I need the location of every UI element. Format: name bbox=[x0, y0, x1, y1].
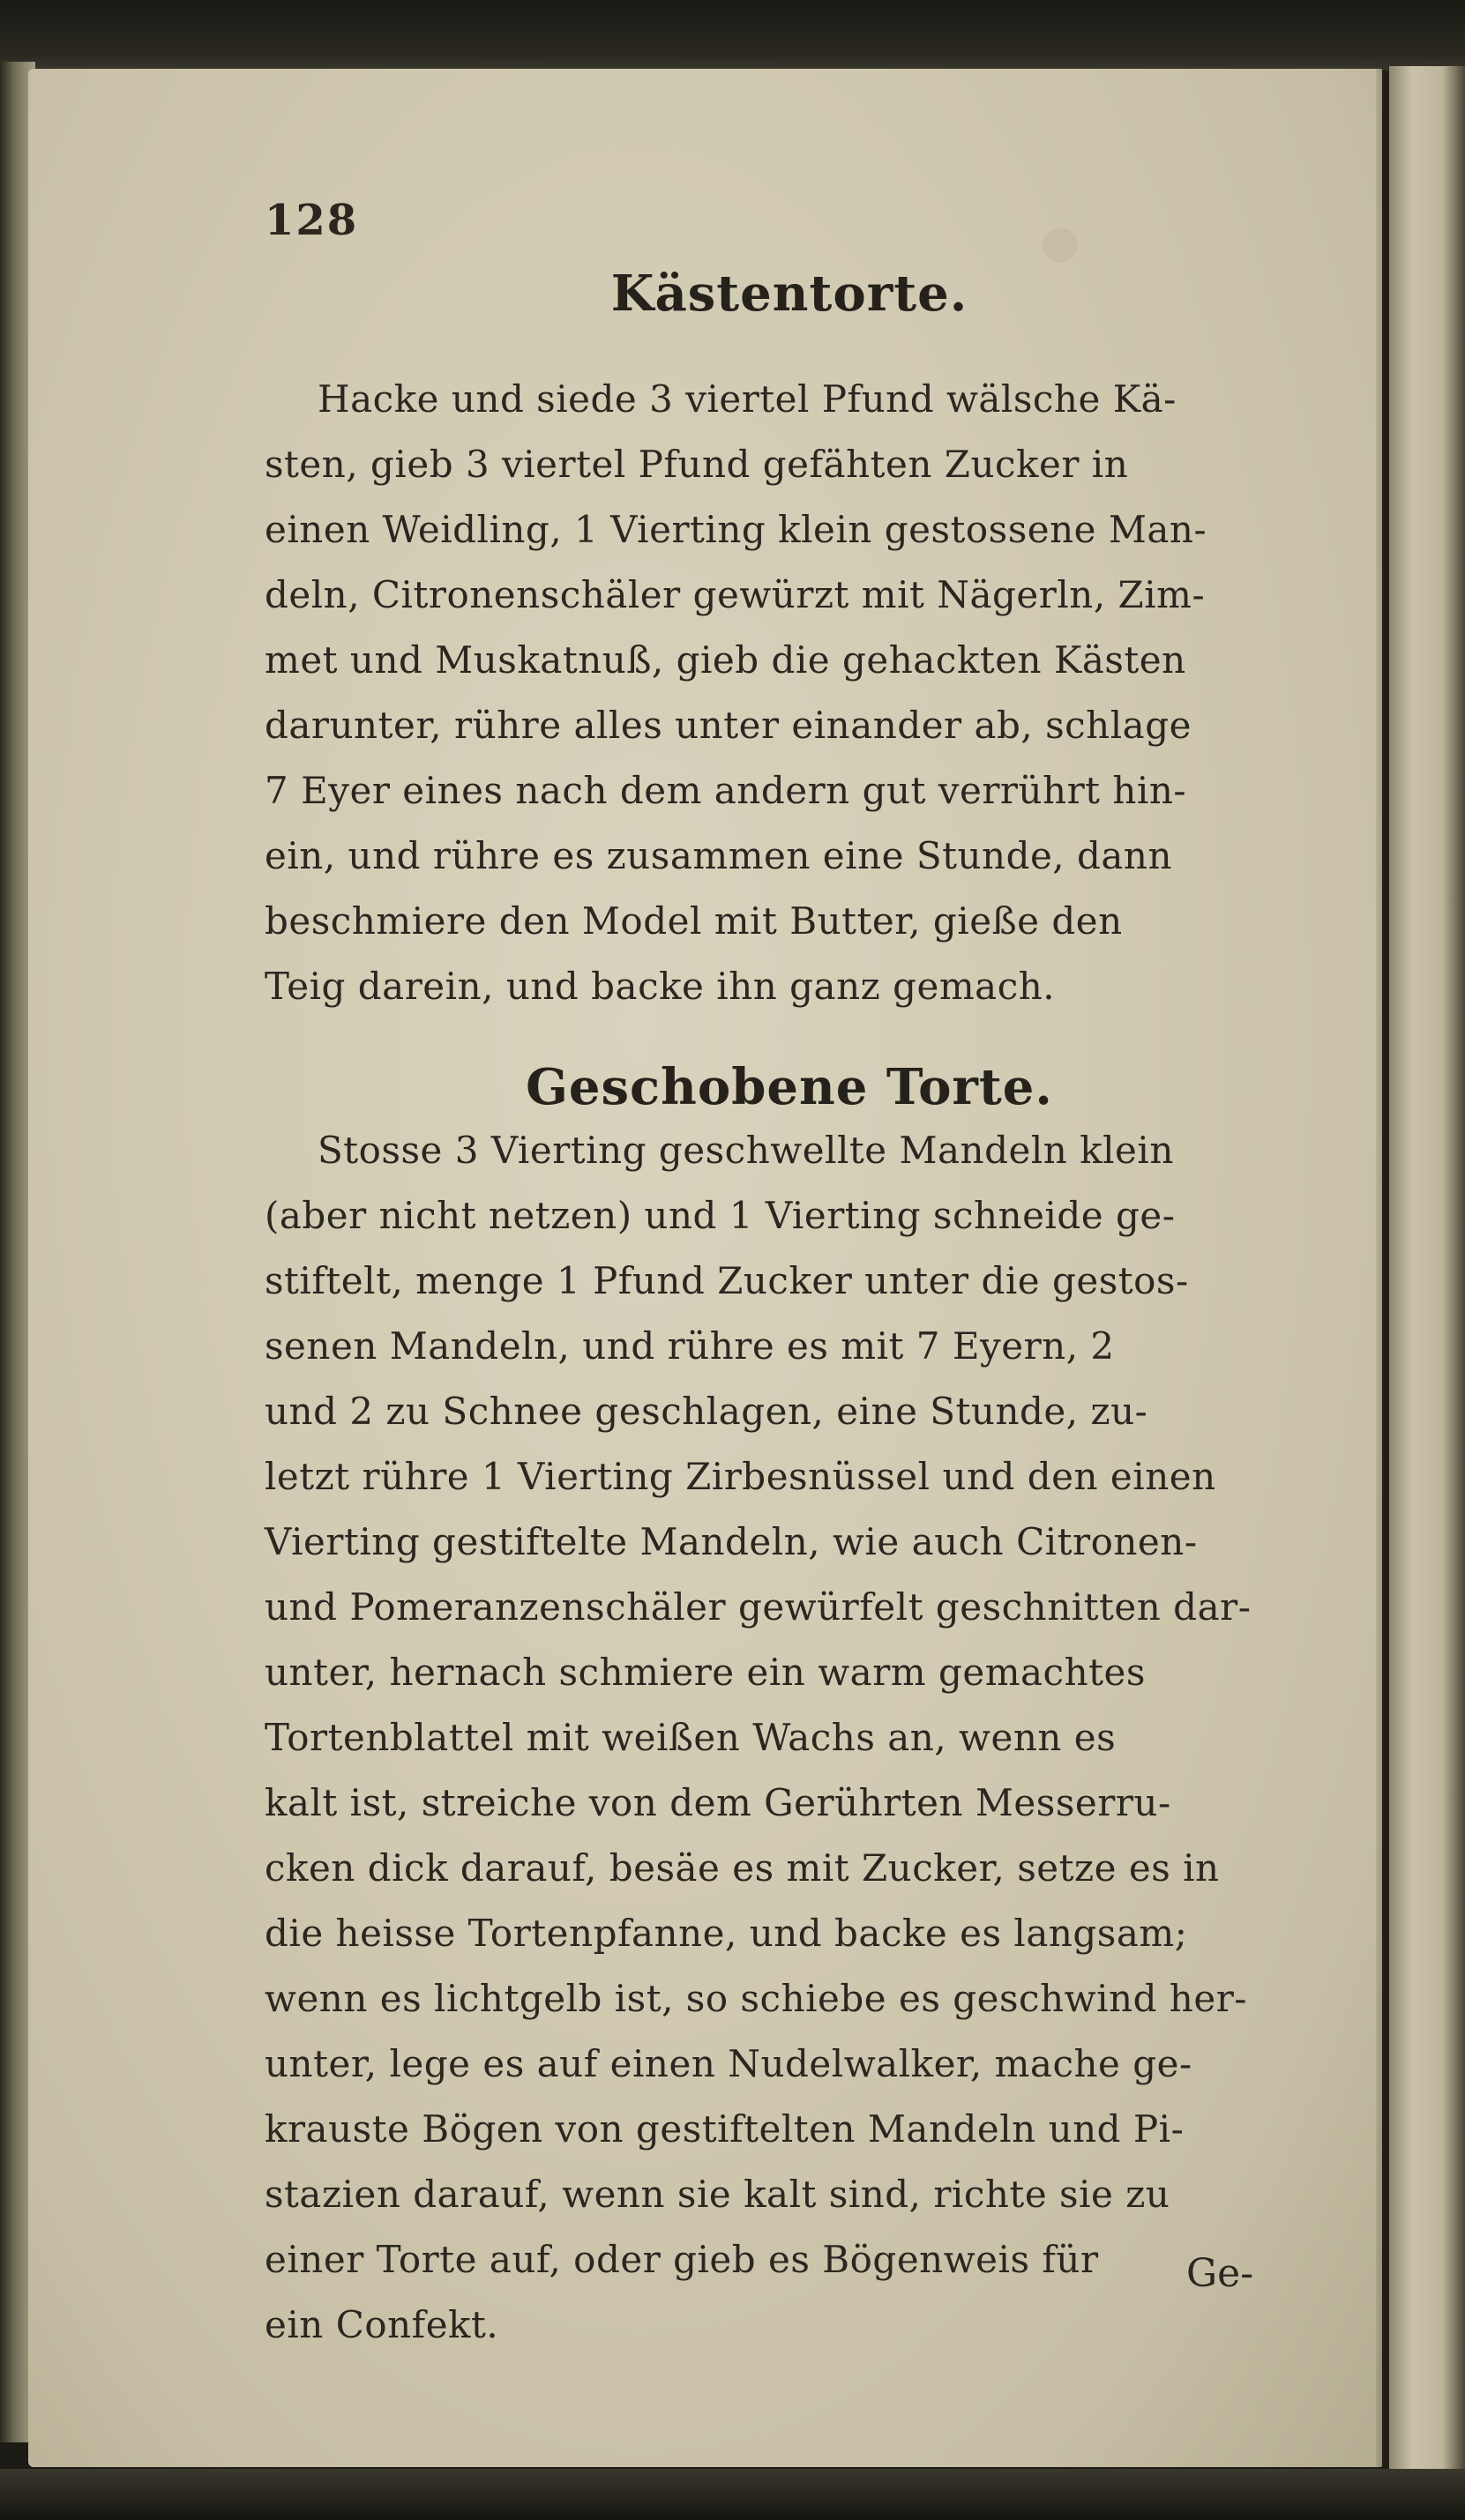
next-page-edge bbox=[1389, 66, 1465, 2482]
recipe-line: ein Confekt. bbox=[265, 2303, 499, 2346]
recipe-line: einen Weidling, 1 Vierting klein gestossene Man- bbox=[265, 508, 1207, 551]
scan-top-edge bbox=[0, 0, 1465, 71]
recipe-line: (aber nicht netzen) und 1 Vierting schneide ge- bbox=[265, 1194, 1176, 1237]
recipe-line: kalt ist, streiche von dem Gerührten Messerru- bbox=[265, 1781, 1171, 1824]
scan-bottom-edge bbox=[0, 2469, 1465, 2520]
recipe-line: met und Muskatnuß, gieb die gehackten Kästen bbox=[265, 638, 1186, 682]
recipe-line: cken dick darauf, besäe es mit Zucker, setze es in bbox=[265, 1846, 1220, 1890]
recipe-line: stazien darauf, wenn sie kalt sind, richte sie zu bbox=[265, 2173, 1170, 2216]
recipe-line: 7 Eyer eines nach dem andern gut verrührt hin- bbox=[265, 769, 1187, 812]
recipe-title: Kästentorte. bbox=[610, 265, 968, 323]
recipe-line: ein, und rühre es zusammen eine Stunde, dann bbox=[265, 834, 1173, 877]
recipe-line: wenn es lichtgelb ist, so schiebe es geschwind her- bbox=[265, 1977, 1247, 2020]
recipe-line: letzt rühre 1 Vierting Zirbesnüssel und den einen bbox=[265, 1455, 1216, 1498]
recipe-title: Geschobene Torte. bbox=[526, 1058, 1053, 1116]
recipe-line: sten, gieb 3 viertel Pfund gefähten Zucker in bbox=[265, 443, 1129, 486]
recipe-line: senen Mandeln, und rühre es mit 7 Eyern, 2 bbox=[265, 1324, 1115, 1368]
recipe-line: krauste Bögen von gestiftelten Mandeln und Pi- bbox=[265, 2107, 1185, 2151]
recipe-line: Stosse 3 Vierting geschwellte Mandeln klein bbox=[318, 1129, 1174, 1172]
paper-stain bbox=[1043, 227, 1078, 263]
recipe-line: Tortenblattel mit weißen Wachs an, wenn es bbox=[265, 1716, 1117, 1759]
recipe-line: darunter, rühre alles unter einander ab, schlage bbox=[265, 704, 1192, 747]
recipe-line: beschmiere den Model mit Butter, gieße den bbox=[265, 899, 1123, 943]
recipe-line: deln, Citronenschäler gewürzt mit Nägerln, Zim- bbox=[265, 573, 1206, 616]
recipe-line: und Pomeranzenschäler gewürfelt geschnitten dar- bbox=[265, 1585, 1252, 1629]
recipe-line: Hacke und siede 3 viertel Pfund wälsche Kä- bbox=[318, 377, 1177, 421]
recipe-line: die heisse Tortenpfanne, und backe es langsam; bbox=[265, 1912, 1188, 1955]
recipe-line: einer Torte auf, oder gieb es Bögenweis für bbox=[265, 2238, 1099, 2281]
recipe-line: und 2 zu Schnee geschlagen, eine Stunde, zu- bbox=[265, 1390, 1148, 1433]
recipe-line: Teig darein, und backe ihn ganz gemach. bbox=[265, 965, 1056, 1008]
page-number: 128 bbox=[265, 196, 359, 245]
catchword: Ge- bbox=[1186, 2251, 1254, 2296]
recipe-line: unter, lege es auf einen Nudelwalker, mache ge- bbox=[265, 2042, 1192, 2085]
recipe-line: Vierting gestiftelte Mandeln, wie auch Citronen- bbox=[265, 1520, 1198, 1563]
recipe-line: stiftelt, menge 1 Pfund Zucker unter die gestos- bbox=[265, 1259, 1189, 1302]
recipe-line: unter, hernach schmiere ein warm gemachtes bbox=[265, 1651, 1146, 1694]
